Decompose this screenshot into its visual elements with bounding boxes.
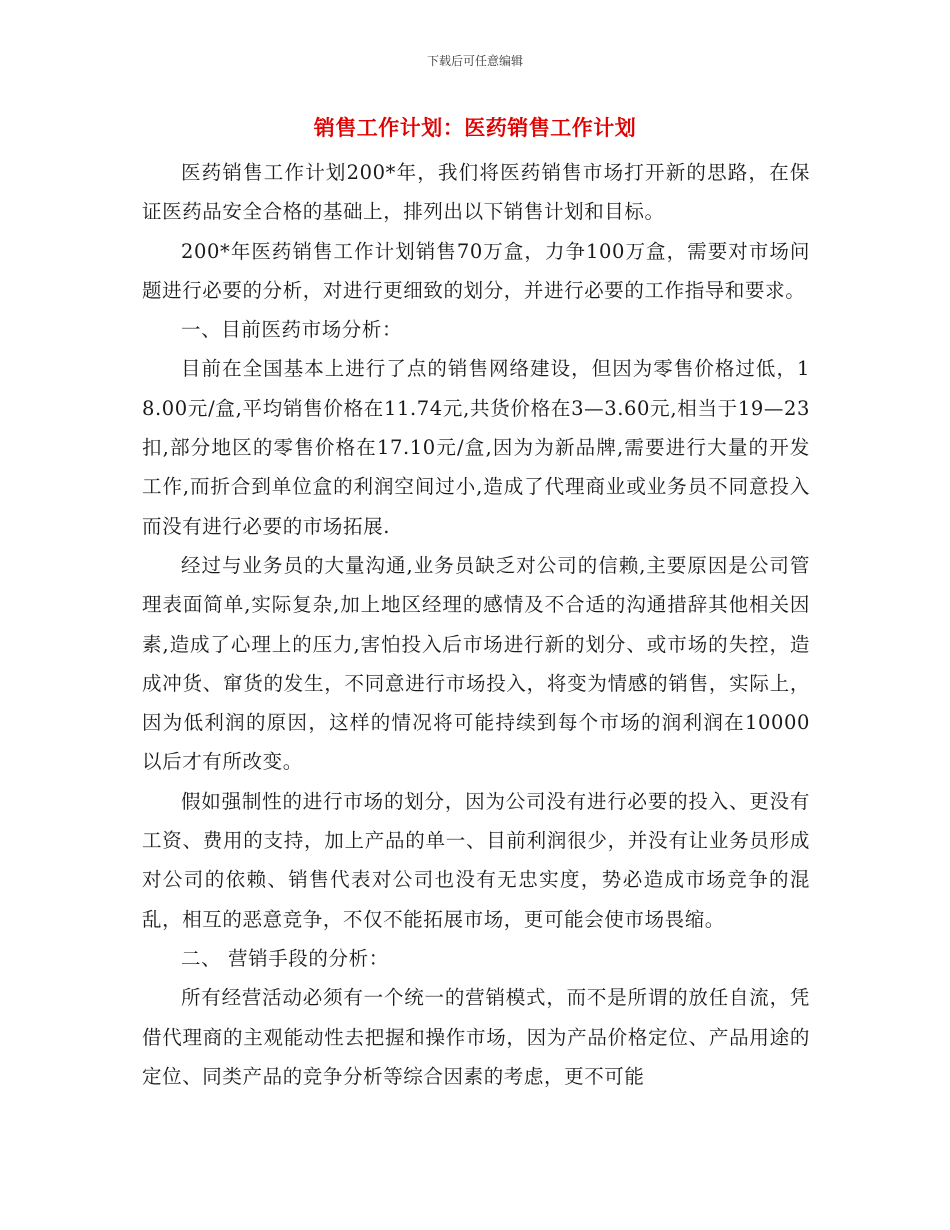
page-header-note: 下载后可任意编辑 bbox=[426, 54, 523, 68]
section-heading-market-analysis: 一、目前医药市场分析： bbox=[181, 318, 403, 342]
paragraph-market-pricing: 目前在全国基本上进行了点的销售网络建设，但因为零售价格过低，18.00元/盒,平均销售价格在11.74元,共货价格在3—3.60元,相当于19—23扣,部分地区的零售价格在17.10元/盒,因为为新品牌,需要进行大量的开发工作,而折合到单位盒的利润空间过小,造成了代理商业或业务员不同意投入而没有进行必要的市场拓展. bbox=[142, 357, 810, 538]
paragraph-sales-target: 200*年医药销售工作计划销售70万盒，力争100万盒，需要对市场问题进行必要的分析，对进行更细致的划分，并进行必要的工作指导和要求。 bbox=[142, 239, 810, 302]
section-heading-marketing-means: 二、 营销手段的分析： bbox=[181, 946, 389, 970]
paragraph-forced-division: 假如强制性的进行市场的划分，因为公司没有进行必要的投入、更没有工资、费用的支持，加上产品的单一、目前利润很少，并没有让业务员形成对公司的依赖、销售代表对公司也没有无忠实度，势必造成市场竞争的混乱，相互的恶意竞争，不仅不能拓展市场，更可能会使市场畏缩。 bbox=[142, 789, 810, 931]
document-body bbox=[142, 153, 810, 1096]
paragraph-intro: 医药销售工作计划200*年，我们将医药销售市场打开新的思路，在保证医药品安全合格的基础上，排列出以下销售计划和目标。 bbox=[142, 161, 810, 224]
paragraph-marketing-model: 所有经营活动必须有一个统一的营销模式，而不是所谓的放任自流，凭借代理商的主观能动性去把握和操作市场，因为产品价格定位、产品用途的定位、同类产品的竞争分析等综合因素的考虑，更不可能 bbox=[142, 986, 810, 1088]
document-title: 销售工作计划：医药销售工作计划 bbox=[313, 116, 637, 140]
paragraph-salesperson-trust: 经过与业务员的大量沟通,业务员缺乏对公司的信赖,主要原因是公司管理表面简单,实际复杂,加上地区经理的感情及不合适的沟通措辞其他相关因素,造成了心理上的压力,害怕投入后市场进行新的划分、或市场的失控，造成冲货、窜货的发生，不同意进行市场投入，将变为情感的销售，实际上，因为低利润的原因，这样的情况将可能持续到每个市场的润利润在10000以后才有所改变。 bbox=[142, 553, 810, 774]
